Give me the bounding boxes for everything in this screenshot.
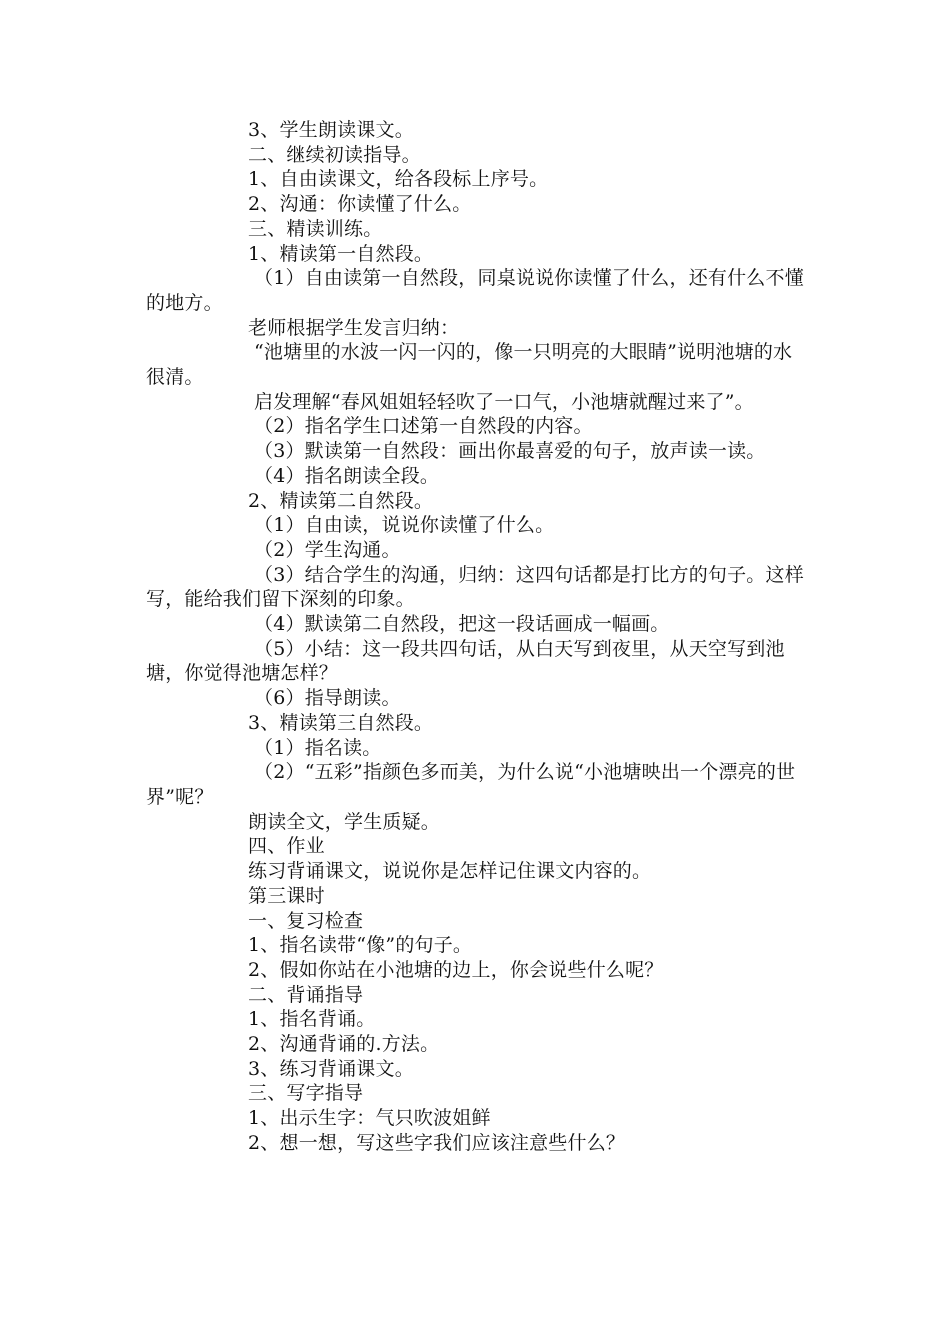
document-paragraph: 第三课时 <box>248 884 325 907</box>
document-paragraph: 3、学生朗读课文。 <box>248 119 414 141</box>
document-paragraph: 练习背诵课文，说说你是怎样记住课文内容的。 <box>248 860 652 883</box>
document-paragraph: 1、出示生字：气只吹波姐鲜 <box>248 1107 491 1130</box>
document-paragraph: （1）自由读，说说你读懂了什么。 <box>254 514 555 537</box>
document-paragraph: （5）小结：这一段共四句话，从白天写到夜里，从天空写到池塘，你觉得池塘怎样？ <box>146 637 785 685</box>
document-paragraph: （2）指名学生口述第一自然段的内容。 <box>254 415 593 438</box>
document-paragraph: 三、写字指导 <box>248 1082 364 1105</box>
document-paragraph: 二、继续初读指导。 <box>248 143 421 166</box>
document-paragraph: （2）学生沟通。 <box>254 538 401 561</box>
document-paragraph: 1、指名读带“像”的句子。 <box>248 934 473 957</box>
document-paragraph: 启发理解“春风姐姐轻轻吹了一口气，小池塘就醒过来了”。 <box>254 390 754 413</box>
document-paragraph: 三、精读训练。 <box>248 217 383 240</box>
document-paragraph: （2）“五彩”指颜色多而美，为什么说“小池塘映出一个漂亮的世界”呢？ <box>146 761 796 808</box>
document-paragraph: （1）指名读。 <box>254 736 382 759</box>
document-body <box>146 118 811 1156</box>
document-paragraph: 朗读全文，学生质疑。 <box>248 810 441 833</box>
document-paragraph: 2、假如你站在小池塘的边上，你会说些什么呢？ <box>248 958 664 981</box>
document-paragraph: 一、复习检查 <box>248 909 364 932</box>
document-paragraph: 2、沟通：你读懂了什么。 <box>248 193 472 216</box>
document-paragraph: （6）指导朗读。 <box>254 687 401 710</box>
document-paragraph: 二、背诵指导 <box>248 983 364 1006</box>
document-paragraph: 2、精读第二自然段。 <box>248 489 434 512</box>
document-paragraph: 1、自由读课文，给各段标上序号。 <box>248 168 549 191</box>
document-paragraph: （4）默读第二自然段，把这一段话画成一幅画。 <box>254 613 670 636</box>
document-paragraph: 四、作业 <box>248 835 325 858</box>
document-paragraph: 老师根据学生发言归纳： <box>248 316 460 339</box>
document-paragraph: 3、精读第三自然段。 <box>248 711 434 734</box>
document-paragraph: 3、练习背诵课文。 <box>248 1057 414 1080</box>
document-paragraph: 2、想一想，写这些字我们应该注意些什么？ <box>248 1131 626 1154</box>
document-paragraph: （1）自由读第一自然段，同桌说说你读懂了什么，还有什么不懂的地方。 <box>146 267 804 314</box>
document-paragraph: （4）指名朗读全段。 <box>254 464 440 487</box>
document-paragraph: 2、沟通背诵的.方法。 <box>248 1033 440 1056</box>
document-paragraph: 1、指名背诵。 <box>248 1008 376 1031</box>
document-paragraph: “池塘里的水波一闪一闪的，像一只明亮的大眼睛”说明池塘的水很清。 <box>146 341 793 389</box>
document-paragraph: （3）默读第一自然段：画出你最喜爱的句子，放声读一读。 <box>254 440 766 463</box>
document-paragraph: 1、精读第一自然段。 <box>248 242 434 265</box>
document-paragraph: （3）结合学生的沟通，归纳：这四句话都是打比方的句子。这样写，能给我们留下深刻的印象。 <box>146 563 804 611</box>
